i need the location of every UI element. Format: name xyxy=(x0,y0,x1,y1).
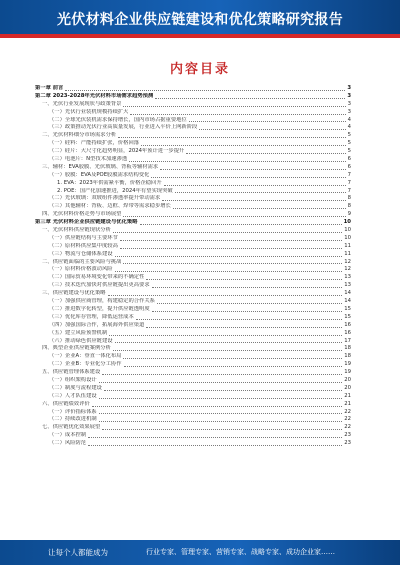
toc-entry-page: 3 xyxy=(347,100,351,107)
toc-entry-page: 12 xyxy=(344,266,351,273)
toc-entry[interactable] xyxy=(35,195,351,203)
toc-leader-dots xyxy=(113,227,342,233)
toc-leader-dots xyxy=(123,259,342,265)
toc-entry[interactable] xyxy=(35,409,351,417)
toc-entry[interactable] xyxy=(35,109,351,117)
toc-leader-dots xyxy=(99,393,343,399)
toc-entry-text: （一）加强供应商管理，构建稳定的合作关系 xyxy=(49,298,155,305)
toc-entry-page: 8 xyxy=(347,195,351,202)
toc-leader-dots xyxy=(102,424,342,430)
toc-entry[interactable] xyxy=(35,227,351,235)
toc-entry-text: （四）加强国际合作，拓展海外供应渠道 xyxy=(49,321,145,328)
toc-entry[interactable] xyxy=(35,393,351,401)
toc-entry[interactable] xyxy=(35,416,351,424)
toc-leader-dots xyxy=(108,290,343,296)
toc-entry-page: 10 xyxy=(344,227,351,234)
toc-entry-page: 13 xyxy=(344,274,351,281)
toc-entry-page: 13 xyxy=(344,282,351,289)
toc-entry-page: 7 xyxy=(347,179,351,186)
toc-entry[interactable] xyxy=(35,440,351,448)
toc-leader-dots xyxy=(160,164,345,170)
toc-entry-text: 六、供应链绩效评价 xyxy=(42,400,90,407)
toc-entry[interactable] xyxy=(35,259,351,267)
toc-entry[interactable] xyxy=(35,148,351,156)
toc-entry[interactable] xyxy=(35,314,351,322)
toc-entry-text: （三）其他辅材：背板、边框、焊带等需求稳步增长 xyxy=(49,203,171,210)
toc-entry-text: 一、光伏材料供应链现状分析 xyxy=(42,227,111,234)
toc-entry-page: 5 xyxy=(347,140,351,147)
toc-leader-dots xyxy=(152,282,343,288)
toc-entry-text: 第三章 光伏材料企业供应链建设与优化策略 xyxy=(35,219,138,226)
toc-entry[interactable] xyxy=(35,377,351,385)
toc-entry[interactable] xyxy=(35,117,351,125)
toc-leader-dots xyxy=(189,117,346,123)
toc-entry-text: （一）胶膜：EVA及POE胶膜需求结构变化 xyxy=(49,171,150,178)
toc-leader-dots xyxy=(146,274,342,280)
toc-entry-text: （一）企业A：垂直一体化布局 xyxy=(49,353,122,360)
toc-entry[interactable] xyxy=(35,211,351,219)
footer-tagline: 行业专家、管理专家、营销专家、战略专家、成功企业家…… xyxy=(146,548,335,556)
toc-entry-page: 6 xyxy=(347,156,351,163)
toc-leader-dots xyxy=(92,401,343,407)
toc-entry[interactable] xyxy=(35,219,351,227)
toc-entry[interactable] xyxy=(35,132,351,140)
toc-leader-dots xyxy=(162,195,345,201)
toc-leader-dots xyxy=(136,314,342,320)
toc-leader-dots xyxy=(123,211,345,217)
toc-leader-dots xyxy=(109,330,342,336)
toc-leader-dots xyxy=(104,385,342,391)
toc-entry-page: 18 xyxy=(344,353,351,360)
toc-leader-dots xyxy=(88,440,342,446)
toc-entry-page: 12 xyxy=(344,258,351,265)
toc-entry-text: （一）原材料价格波动风险 xyxy=(49,266,113,273)
toc-leader-dots xyxy=(99,416,343,422)
toc-leader-dots xyxy=(65,85,345,91)
toc-entry[interactable] xyxy=(35,172,351,180)
toc-entry-text: 三、辅材：EVA胶膜、光伏玻璃、背板等辅材需求 xyxy=(42,163,159,170)
toc-entry-page: 18 xyxy=(344,345,351,352)
toc-entry[interactable] xyxy=(35,322,351,330)
toc-entry[interactable] xyxy=(35,140,351,148)
toc-leader-dots xyxy=(115,251,343,257)
toc-leader-dots xyxy=(155,93,345,99)
toc-entry[interactable] xyxy=(35,282,351,290)
toc-entry-text: （二）原材料供应集中度较高 xyxy=(49,242,118,249)
toc-entry[interactable] xyxy=(35,345,351,353)
toc-entry-page: 14 xyxy=(344,290,351,297)
toc-entry-page: 19 xyxy=(344,361,351,368)
toc-entry-text: 二、供应链面临的主要风险与挑战 xyxy=(42,258,122,265)
toc-leader-dots xyxy=(123,353,342,359)
toc-leader-dots xyxy=(115,266,343,272)
toc-entry-page: 23 xyxy=(344,432,351,439)
toc-entry-page: 16 xyxy=(344,329,351,336)
toc-entry-text: 五、供应链管理体系建设 xyxy=(42,369,101,376)
toc-entry[interactable] xyxy=(35,385,351,393)
toc-entry-page: 16 xyxy=(344,321,351,328)
toc-leader-dots xyxy=(129,156,346,162)
toc-entry-page: 15 xyxy=(344,305,351,312)
toc-entry-page: 3 xyxy=(347,85,351,91)
toc-entry[interactable] xyxy=(35,124,351,132)
toc-entry-text: （二）推进数字化转型，提升供应链透明度 xyxy=(49,305,150,312)
toc-entry-text: （一）成本控制 xyxy=(49,432,87,439)
toc-entry-page: 23 xyxy=(344,440,351,447)
toc-entry-text: 四、光伏材料价格走势与市场展望 xyxy=(42,211,122,218)
toc-entry-text: （二）持续改进机制 xyxy=(49,416,97,423)
toc-entry[interactable] xyxy=(35,361,351,369)
toc-entry[interactable] xyxy=(35,164,351,172)
toc-entry-text: （三）物流与仓储体系建设 xyxy=(49,250,113,257)
toc-entry-page: 5 xyxy=(347,148,351,155)
toc-entry-page: 8 xyxy=(347,203,351,210)
toc-leader-dots xyxy=(118,132,345,138)
toc-entry-text: （二）国际贸易环境变化带来的不确定性 xyxy=(49,274,145,281)
toc-leader-dots xyxy=(102,369,342,375)
toc-entry-page: 22 xyxy=(344,408,351,415)
toc-leader-dots xyxy=(146,322,342,328)
toc-entry-text: （六）推动绿色供应链建设 xyxy=(49,337,113,344)
toc-entry-text: （三）电池片：N型技术加速渗透 xyxy=(49,156,128,163)
toc-entry[interactable] xyxy=(35,401,351,409)
toc-leader-dots xyxy=(120,243,342,249)
toc-entry-page: 7 xyxy=(347,187,351,194)
toc-entry-text: 三、供应链建设与优化策略 xyxy=(42,290,106,297)
toc-entry[interactable] xyxy=(35,424,351,432)
toc-entry-page: 14 xyxy=(344,298,351,305)
toc-entry-page: 19 xyxy=(344,369,351,376)
toc-entry-text: 2. POE：国产化加速推进，2024年有望实现突破 xyxy=(57,187,173,194)
toc-entry-page: 20 xyxy=(344,384,351,391)
toc-entry-text: 一、光伏行业发展现状与政策背景 xyxy=(42,100,122,107)
toc-entry-page: 11 xyxy=(344,242,351,249)
toc-entry[interactable] xyxy=(35,101,351,109)
toc-entry-page: 10 xyxy=(343,219,351,226)
toc-entry[interactable] xyxy=(35,251,351,259)
toc-leader-dots xyxy=(141,140,346,146)
toc-leader-dots xyxy=(152,306,343,312)
toc-entry-text: （二）风险防范 xyxy=(49,440,87,447)
report-title: 光伏材料企业供应链建设和优化策略研究报告 xyxy=(57,12,343,28)
toc-entry-text: （一）评价指标体系 xyxy=(49,408,97,415)
toc-entry-text: 1. EVA：2023年供需紧平衡，价格企稳回升 xyxy=(57,179,162,186)
toc-leader-dots xyxy=(140,219,342,225)
toc-entry-text: （五）建立风险预警机制 xyxy=(49,329,108,336)
toc-entry-page: 4 xyxy=(347,124,351,131)
table-of-contents xyxy=(35,85,351,448)
toc-entry[interactable] xyxy=(35,243,351,251)
toc-entry-page: 3 xyxy=(347,92,351,99)
toc-entry[interactable] xyxy=(35,290,351,298)
toc-entry-text: （二）全球光伏装机需求保持增长，国内市场占据重要地位 xyxy=(49,116,187,123)
toc-entry[interactable] xyxy=(35,432,351,440)
toc-heading: 内容目录 xyxy=(169,62,230,77)
toc-entry[interactable] xyxy=(35,298,351,306)
toc-leader-dots xyxy=(124,361,343,367)
toc-entry-text: （一）硅料：产能持续扩张，价格回落 xyxy=(49,140,140,147)
toc-entry-text: （一）组织架构设计 xyxy=(49,376,97,383)
toc-entry[interactable] xyxy=(35,180,351,188)
toc-entry[interactable] xyxy=(35,203,351,211)
toc-entry-page: 9 xyxy=(347,211,351,218)
toc-entry-text: （三）政策推动光伏行业高质量发展，行业进入平价上网新阶段 xyxy=(49,124,198,131)
toc-entry-text: （一）光伏行业装机规模持续扩大 xyxy=(49,108,129,115)
report-header xyxy=(0,0,400,38)
toc-leader-dots xyxy=(151,172,345,178)
toc-entry-page: 17 xyxy=(344,337,351,344)
toc-entry-page: 4 xyxy=(347,116,351,123)
toc-entry[interactable] xyxy=(35,353,351,361)
toc-leader-dots xyxy=(175,188,346,194)
toc-leader-dots xyxy=(113,345,342,351)
toc-entry[interactable] xyxy=(35,266,351,274)
header-accent-bar xyxy=(0,34,400,38)
toc-leader-dots xyxy=(130,109,345,115)
toc-leader-dots xyxy=(123,101,345,107)
toc-leader-dots xyxy=(173,203,346,209)
report-footer xyxy=(0,540,400,565)
toc-entry-text: （三）人才队伍建设 xyxy=(49,392,97,399)
toc-entry-text: （二）硅片：大尺寸化趋势明显，2024年预计进一步提升 xyxy=(49,148,185,155)
toc-leader-dots xyxy=(186,148,345,154)
toc-entry-page: 21 xyxy=(344,392,351,399)
toc-entry-page: 22 xyxy=(344,424,351,431)
toc-entry-text: （二）光伏玻璃：双玻组件渗透率提升带动需求 xyxy=(49,195,161,202)
toc-entry-text: 七、供应链优化效果展望 xyxy=(42,424,101,431)
toc-entry[interactable] xyxy=(35,330,351,338)
toc-entry-text: （二）制度与流程建设 xyxy=(49,384,102,391)
toc-entry[interactable] xyxy=(35,306,351,314)
toc-entry-page: 15 xyxy=(344,313,351,320)
toc-entry[interactable] xyxy=(35,274,351,282)
toc-entry-text: （三）技术迭代加快对供应链提出更高要求 xyxy=(49,282,150,289)
toc-entry-text: 四、典型企业供应链案例分析 xyxy=(42,345,111,352)
toc-entry-page: 22 xyxy=(344,416,351,423)
toc-entry-page: 20 xyxy=(344,376,351,383)
toc-leader-dots xyxy=(199,124,345,130)
toc-entry-page: 6 xyxy=(347,163,351,170)
toc-entry[interactable] xyxy=(35,235,351,243)
toc-leader-dots xyxy=(157,298,342,304)
toc-entry-text: （二）企业B：专业化分工协作 xyxy=(49,361,122,368)
toc-leader-dots xyxy=(88,432,342,438)
toc-entry-page: 3 xyxy=(347,108,351,115)
toc-entry-text: 二、光伏材料细分市场需求分析 xyxy=(42,132,117,139)
toc-entry[interactable] xyxy=(35,338,351,346)
toc-entry-page: 21 xyxy=(344,400,351,407)
toc-entry-page: 5 xyxy=(347,132,351,139)
toc-entry-text: （三）优化库存管理，降低运营成本 xyxy=(49,313,134,320)
toc-leader-dots xyxy=(99,377,343,383)
toc-entry-text: 第二章 2023-2028年光伏材料市场需求趋势预测 xyxy=(35,92,154,99)
toc-entry-text: （一）供应链结构与主要环节 xyxy=(49,234,118,241)
toc-entry-page: 10 xyxy=(344,234,351,241)
toc-entry[interactable] xyxy=(35,156,351,164)
toc-entry[interactable] xyxy=(35,188,351,196)
toc-leader-dots xyxy=(120,235,342,241)
footer-slogan: 让每个人都能成为 xyxy=(48,548,108,557)
toc-entry[interactable] xyxy=(35,369,351,377)
toc-entry-page: 11 xyxy=(344,250,351,257)
toc-entry[interactable] xyxy=(35,93,351,101)
toc-leader-dots xyxy=(164,180,346,186)
toc-entry-text: 第一章 前言 xyxy=(35,85,64,91)
toc-leader-dots xyxy=(115,338,343,344)
toc-entry[interactable] xyxy=(35,85,351,93)
toc-entry-page: 7 xyxy=(347,171,351,178)
toc-leader-dots xyxy=(99,409,343,415)
